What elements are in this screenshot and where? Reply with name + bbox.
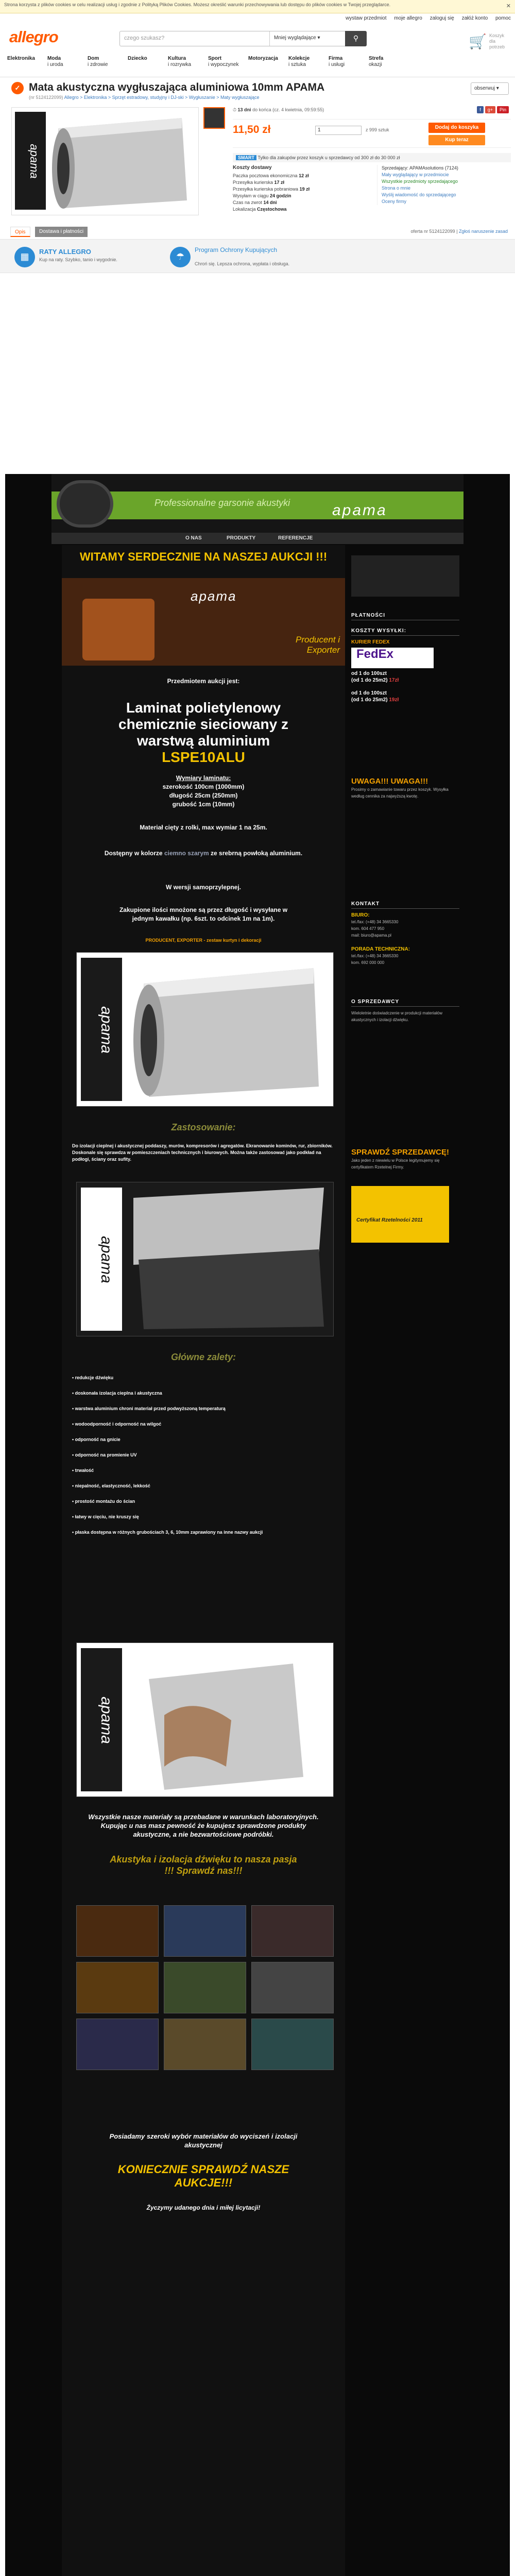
shipping-row: Wysyłam w ciągu 24 godzin	[233, 193, 291, 198]
seller-link[interactable]: Mały wyglądający w przedmiocie	[382, 172, 449, 177]
auction-hero	[52, 474, 464, 533]
add-to-cart-button[interactable]: Dodaj do koszyka	[428, 123, 485, 133]
quantity-input[interactable]: 1	[315, 126, 362, 135]
auction-menu-references[interactable]: REFERENCJE	[278, 535, 313, 541]
cart-label: Koszyk dla potrzeb	[489, 33, 505, 49]
pinterest-share-button[interactable]: Pin	[497, 106, 509, 113]
advantage-item: • płaska dostępna w różnych grubościach 3, 6, 10mm zaprawiony na inne nazwy aukcji	[72, 1529, 335, 1536]
check-heading: KONIECZNIE SPRAWDŹ NASZE AUKCJE!!!	[117, 2163, 289, 2189]
category-elektronika[interactable]: Elektronika	[7, 56, 35, 61]
speaker-image	[57, 480, 113, 528]
advantage-item: • trwałość	[72, 1467, 335, 1474]
foam-image	[351, 555, 459, 597]
observe-button[interactable]: obserwuj ▾	[471, 82, 509, 95]
cookie-notice	[0, 0, 515, 13]
studio-photo	[76, 1905, 159, 1957]
seller-ratings[interactable]: Oceny firmy	[382, 199, 407, 204]
ship-price: 17zł	[389, 677, 399, 683]
product-photo-2	[76, 1182, 334, 1336]
tech-phone: tel./fax: (+48) 34 3665330	[351, 954, 399, 958]
studio-photo	[164, 2019, 246, 2070]
top-link-login[interactable]: zaloguj się	[430, 15, 454, 21]
producer-note: PRODUCENT, EXPORTER - zestaw kurtyn i dekoracji	[145, 938, 262, 943]
material-note: Materiał cięty z rolki, max wymiar 1 na 25m.	[140, 824, 267, 831]
product-info	[233, 106, 511, 212]
tech-mobile: kom. 692 000 000	[351, 960, 385, 965]
color-note: Dostępny w kolorze ciemno szarym ze srebrną powłoką aluminium.	[104, 850, 303, 857]
welcome-heading: WITAMY SERDECZNIE NA NASZEJ AUKCJI !!!	[79, 550, 328, 563]
studio-photo	[251, 1905, 334, 1957]
raty-desc: Kup na raty. Szybko, tanio i wygodnie.	[39, 257, 117, 262]
studio-photo	[251, 2019, 334, 2070]
seller-message[interactable]: Wyślij wiadomość do sprzedającego	[382, 192, 456, 197]
seller-about[interactable]: Strona o mnie	[382, 185, 411, 191]
calculator-icon: ▦	[14, 247, 35, 267]
svg-text:apama: apama	[98, 1236, 115, 1283]
about-text: Wieloletnie doświadczenie w produkcji materiałów akustycznych i izolacji dźwięku.	[351, 1011, 442, 1022]
tab-description[interactable]: Opis	[10, 227, 30, 237]
usage-text: Do izolacji cieplnej i akustycznej poddaszy, murów, kompresorów i agregatów. Ekranowanie kominów, rur, zbiorników. Doskonale się sprawdza w pomieszczeniach technicznych i biurowych. Można także zastosować jako podkład na podłogi, ściany oraz sufity.	[72, 1143, 333, 1162]
shipping-row: Przesyłka kurierska pobraniowa 19 zł	[233, 187, 310, 192]
advantage-item: • odporność na gnicie	[72, 1436, 335, 1443]
payments-heading: PŁATNOŚCI	[351, 612, 459, 620]
top-nav	[0, 13, 515, 25]
shipping-row: Czas na zwrot 14 dni	[233, 200, 277, 205]
category-motoryzacja[interactable]: Motoryzacja	[248, 56, 278, 61]
office-mobile: kom. 604 477 950	[351, 926, 385, 931]
category-bar	[0, 53, 515, 77]
check-seller-text: Jako jeden z niewielu w Polsce legitymujemy się certyfikatem Rzetelnej Firmy.	[351, 1158, 440, 1170]
svg-text:apama: apama	[98, 1006, 115, 1054]
top-link-my-allegro[interactable]: moje allegro	[394, 15, 422, 21]
warning-text: Prosimy o zamawianie towaru przez koszyk. Wysyłka według cennika za najwyższą kwotę.	[351, 787, 449, 799]
top-link-register[interactable]: załóż konto	[461, 15, 488, 21]
check-icon: ✓	[11, 82, 24, 94]
company-logo: apama	[191, 588, 237, 604]
product-thumbnail[interactable]	[203, 107, 225, 129]
worker-image	[82, 599, 154, 660]
studio-gallery	[76, 1905, 334, 2116]
studio-photo	[76, 2019, 159, 2070]
producer-label: Producent i Exporter	[296, 635, 340, 655]
ship-row: (od 1 do 25m2)	[351, 677, 388, 683]
brand-logo: apama	[332, 502, 387, 519]
protection-title: Program Ochrony Kupujących	[195, 246, 278, 253]
cart-icon[interactable]: 🛒	[469, 33, 487, 49]
check-seller-heading: SPRAWDŹ SPRZEDAWCĘ!	[351, 1148, 450, 1157]
header	[0, 25, 515, 53]
shipping-title: Koszty dostawy	[233, 165, 272, 171]
shipping-row: Przesyłka kurierska 17 zł	[233, 180, 285, 185]
order-note: Zakupione ilości mnożone są przez długość i wysyłane w jednym kawałku (np. 6szt. to odcinek 1m na 1m).	[119, 906, 288, 922]
warning-heading: UWAGA!!! UWAGA!!!	[351, 777, 428, 786]
svg-text:apama: apama	[28, 144, 41, 179]
raty-title: RATY ALLEGRO	[39, 248, 91, 256]
courier-name: KURIER FEDEX	[351, 639, 390, 645]
quantity-available: z 999 sztuk	[366, 127, 389, 132]
hero-tagline: Professionalne garsonie akustyki	[154, 498, 290, 508]
offer-text: Posiadamy szeroki wybór materiałów do wyciszeń i izolacji akustycznej	[109, 2132, 298, 2149]
seller-box	[377, 165, 511, 205]
auction-menu	[52, 533, 464, 544]
check-seller-section	[351, 1148, 459, 1243]
advantage-item: • redukcje dźwięku	[72, 1375, 335, 1381]
certificate-badge: Certyfikat Rzetelności 2011	[351, 1186, 449, 1243]
google-share-button[interactable]: g+	[485, 106, 495, 113]
search-bar	[119, 31, 367, 46]
shipping-costs	[233, 165, 367, 213]
office-mail: mail: biuro@apama.pl	[351, 933, 391, 938]
wish-text: Życzymy udanego dnia i miłej licytacji!	[146, 2204, 261, 2211]
dimensions: Wymiary laminatu: szerokość 100cm (1000mm) długość 25cm (250mm) grubość 1cm (10mm)	[162, 774, 245, 808]
svg-text:apama: apama	[98, 1697, 115, 1744]
close-icon[interactable]: ✕	[506, 3, 511, 9]
auction-menu-products[interactable]: PRODUKTY	[227, 535, 256, 541]
auction-menu-about[interactable]: O NAS	[185, 535, 202, 541]
tech-heading: PORADA TECHNICZNA:	[351, 946, 410, 952]
about-section	[351, 998, 459, 1023]
subject-label: Przedmiotem aukcji jest:	[167, 677, 240, 685]
shipping-heading: KOSZTY WYSYŁKI:	[351, 628, 459, 636]
category-moda[interactable]: Moda i uroda	[47, 56, 63, 67]
payments-section	[351, 612, 459, 623]
studio-photo	[164, 1962, 246, 2013]
advantage-item: • niepalność, elastyczność, lekkość	[72, 1483, 335, 1489]
ship-row: (od 1 do 25m2)	[351, 697, 388, 703]
category-kolekcje[interactable]: Kolekcje i sztuka	[288, 56, 310, 67]
about-heading: O SPRZEDAWCY	[351, 998, 459, 1007]
product-photo-1	[76, 952, 334, 1107]
shipping-row: Lokalizacja Częstochowa	[233, 207, 287, 212]
product-header	[0, 77, 515, 104]
warning-section	[351, 777, 459, 800]
advantage-item: • łatwy w cięciu, nie kruszy się	[72, 1514, 335, 1520]
advantage-item: • odporność na promienie UV	[72, 1452, 335, 1459]
category-firma[interactable]: Firma i usługi	[329, 56, 345, 67]
allegro-logo[interactable]: allegro	[9, 28, 58, 46]
product-photo-3	[76, 1642, 334, 1797]
office-heading: BIURO:	[351, 912, 370, 918]
auction-timer: ⏱ 13 dni do końca (cz. 4 kwietnia, 09:59:55)	[233, 107, 324, 112]
tested-text: Wszystkie nasze materiały są przebadane w warunkach laboratoryjnych. Kupując u nas masz pewność że kupujesz sprawdzone produkty akustyczne, a nie bezwartościowe podróbki.	[88, 1813, 319, 1838]
buy-now-button[interactable]: Kup teraz	[428, 135, 485, 145]
auction-main-column	[62, 545, 345, 2576]
search-category-select[interactable]: Mniej wyglądające ▾	[269, 31, 347, 46]
tab-delivery[interactable]: Dostawa i płatności	[35, 227, 88, 237]
advantages-heading: Główne zalety:	[170, 1352, 236, 1362]
shipping-section	[351, 628, 459, 703]
product-image[interactable]	[11, 107, 199, 215]
category-dom[interactable]: Dom i zdrowie	[88, 56, 108, 67]
search-button[interactable]	[345, 31, 367, 46]
product-heading: Laminat polietylenowy chemicznie sieciowany z warstwą aluminium LSPE10ALU	[118, 700, 288, 765]
top-link-sell[interactable]: wystaw przedmiot	[346, 15, 387, 21]
category-strefa-okazji[interactable]: Strefa okazji	[369, 56, 384, 67]
adhesive-note: W wersji samoprzylepnej.	[165, 884, 242, 891]
company-banner	[62, 578, 345, 666]
auction-description	[5, 474, 510, 2576]
header-icons	[411, 32, 509, 47]
search-input[interactable]: czego szukasz?	[124, 35, 165, 41]
studio-photo	[76, 1962, 159, 2013]
ship-row: od 1 do 100szt	[351, 671, 387, 676]
advantage-item: • doskonała izolacja cieplna i akustyczna	[72, 1390, 335, 1397]
contact-heading: KONTAKT	[351, 901, 459, 909]
search-category-value: Mniej wyglądające	[274, 35, 316, 41]
advantage-item: • prostość montażu do ścian	[72, 1498, 335, 1505]
umbrella-icon: ☂	[170, 247, 191, 267]
category-sport[interactable]: Sport i wypoczynek	[208, 56, 239, 67]
product-title: Mata akustyczna wygłuszająca aluminiowa 10mm APAMA	[29, 81, 325, 93]
ship-price: 19zł	[389, 697, 399, 703]
buy-box	[233, 119, 511, 148]
category-kultura[interactable]: Kultura i rozrywka	[168, 56, 192, 67]
cookie-text: Strona korzysta z plików cookies w celu realizacji usług i zgodnie z Polityką Plików Cookies. Możesz określić warunki przechowywania lub dostępu do plików cookies w Twojej przeglądarce.	[4, 2, 391, 7]
studio-photo	[164, 1905, 246, 1957]
fedex-logo: FedEx	[351, 648, 434, 668]
share-buttons	[475, 106, 509, 113]
usage-heading: Zastosowanie:	[171, 1122, 236, 1132]
seller-name[interactable]: Sprzedający: APAMAsolutions (7124)	[382, 165, 458, 171]
tabs	[0, 222, 515, 239]
smart-banner: SMART Tylko dla zakupów przez koszyk u sprzedawcy od 300 zł do 30 000 zł	[233, 153, 511, 162]
top-link-help[interactable]: pomoc	[495, 15, 511, 21]
office-phone: tel./fax: (+48) 34 3665330	[351, 920, 399, 924]
promo-banners	[0, 239, 515, 273]
category-dziecko[interactable]: Dziecko	[128, 56, 147, 61]
report-link[interactable]: Zgłoś naruszenie zasad	[458, 229, 508, 234]
price: 11,50 zł	[233, 124, 271, 135]
ship-row: od 1 do 100szt	[351, 690, 387, 696]
seller-all-items[interactable]: Wszystkie przedmioty sprzedającego	[382, 179, 458, 184]
shipping-row: Paczka pocztowa ekonomiczna 12 zł	[233, 173, 309, 178]
search-icon: ⚲	[353, 34, 359, 42]
facebook-share-button[interactable]: f	[477, 106, 484, 113]
advantage-item: • wodoodporność i odporność na wilgoć	[72, 1421, 335, 1428]
advantage-item: • warstwa aluminium chroni materiał przed podwyższoną temperaturą	[72, 1405, 335, 1412]
contact-section	[351, 901, 459, 966]
breadcrumb[interactable]: (nr 5124122099) Allegro > Elektronika > Sprzęt estradowy, studyjny i DJ-ski > Wygłuszanie > Maty wygłuszające	[29, 95, 260, 100]
passion-heading: Akustyka i izolacja dźwięku to nasza pasja !!! Sprawdź nas!!!	[110, 1854, 297, 1876]
advantages-list	[72, 1375, 335, 1545]
studio-photo	[251, 1962, 334, 2013]
offer-number: oferta nr 5124122099 | Zgłoś naruszenie zasad	[410, 229, 508, 234]
protection-desc: Chroń się. Lepsza ochrona, wypłata i obsługa.	[195, 261, 290, 266]
product-main	[0, 104, 515, 222]
